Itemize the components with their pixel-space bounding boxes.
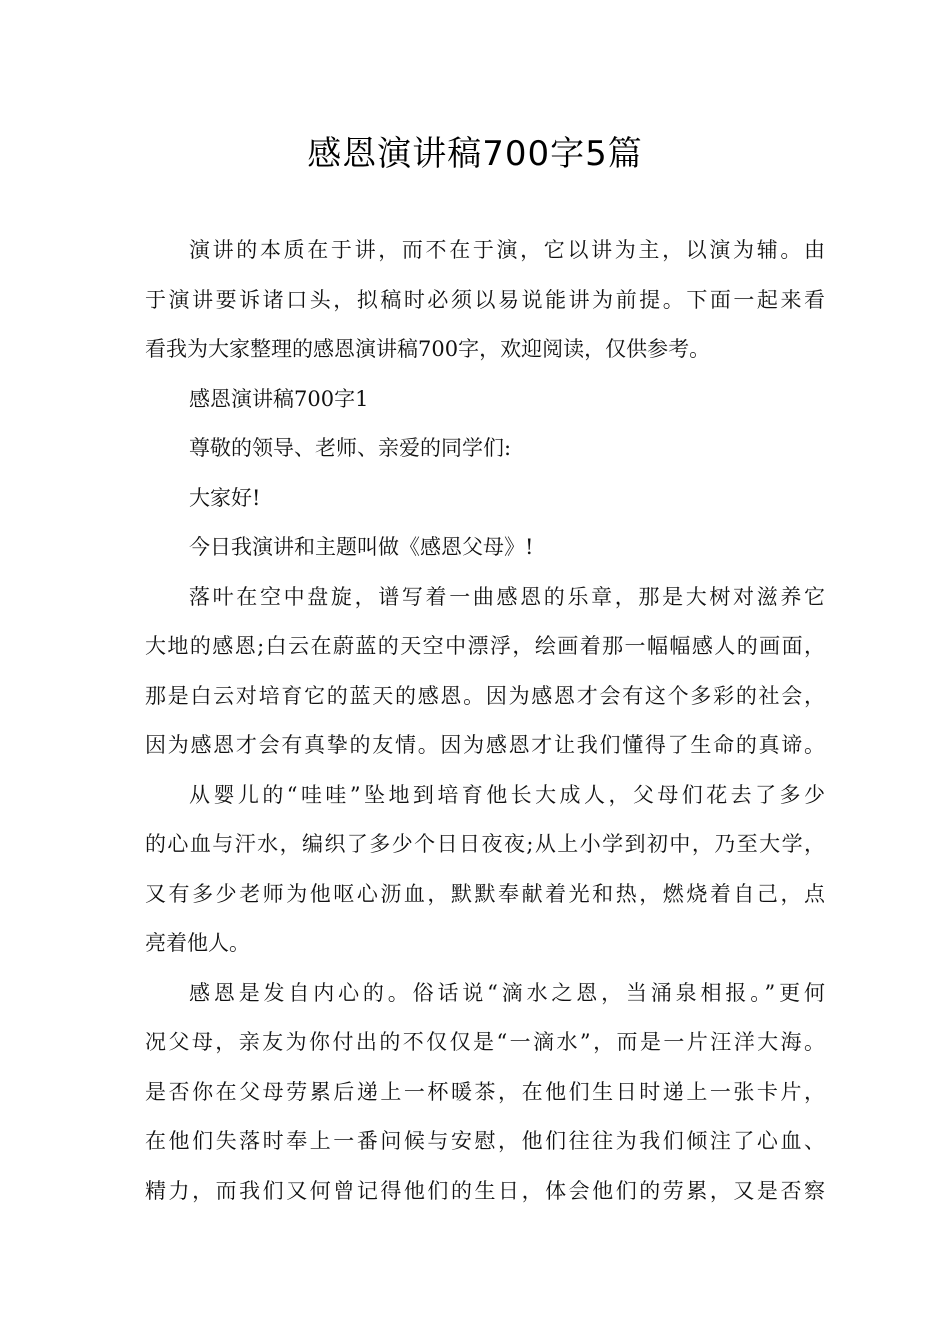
text-line: 因为感恩才会有真挚的友情。因为感恩才让我们懂得了生命的真谛。 [145, 733, 825, 757]
text-line: 大地的感恩;白云在蔚蓝的天空中漂浮，绘画着那一幅幅感人的画面， [145, 634, 825, 658]
text-line: 那是白云对培育它的蓝天的感恩。因为感恩才会有这个多彩的社会， [145, 683, 825, 708]
text-line: 于演讲要诉诸口头，拟稿时必须以易说能讲为前提。下面一起来看 [145, 287, 825, 312]
text-line: 落叶在空中盘旋，谱写着一曲感恩的乐章，那是大树对滋养它 [189, 584, 825, 609]
document-title: 感恩演讲稿700字5篇 [307, 134, 643, 174]
document-body [145, 226, 825, 1216]
text-line: 今日我演讲和主题叫做《感恩父母》! [189, 535, 534, 559]
text-line: 况父母，亲友为你付出的不仅仅是“一滴水”，而是一片汪洋大海。 [145, 1030, 825, 1054]
text-line: 又有多少老师为他呕心沥血，默默奉献着光和热，燃烧着自己，点 [145, 881, 825, 906]
text-line: 的心血与汗水，编织了多少个日日夜夜;从上小学到初中，乃至大学， [145, 832, 825, 856]
text-line: 从婴儿的“哇哇”坠地到培育他长大成人，父母们花去了多少 [189, 782, 825, 807]
text-line: 看我为大家整理的感恩演讲稿700字，欢迎阅读，仅供参考。 [145, 337, 711, 361]
text-line: 尊敬的领导、老师、亲爱的同学们: [189, 436, 512, 460]
text-line: 感恩是发自内心的。俗话说“滴水之恩，当涌泉相报。”更何 [189, 980, 825, 1005]
text-line: 在他们失落时奉上一番问候与安慰，他们往往为我们倾注了心血、 [145, 1129, 825, 1153]
text-line: 是否你在父母劳累后递上一杯暖茶，在他们生日时递上一张卡片， [145, 1079, 825, 1104]
text-line: 感恩演讲稿700字1 [189, 386, 369, 411]
text-line: 亮着他人。 [145, 931, 250, 955]
text-line: 精力，而我们又何曾记得他们的生日，体会他们的劳累，又是否察 [145, 1178, 825, 1203]
text-line: 演讲的本质在于讲，而不在于演，它以讲为主，以演为辅。由 [189, 238, 825, 262]
text-line: 大家好! [189, 485, 261, 510]
